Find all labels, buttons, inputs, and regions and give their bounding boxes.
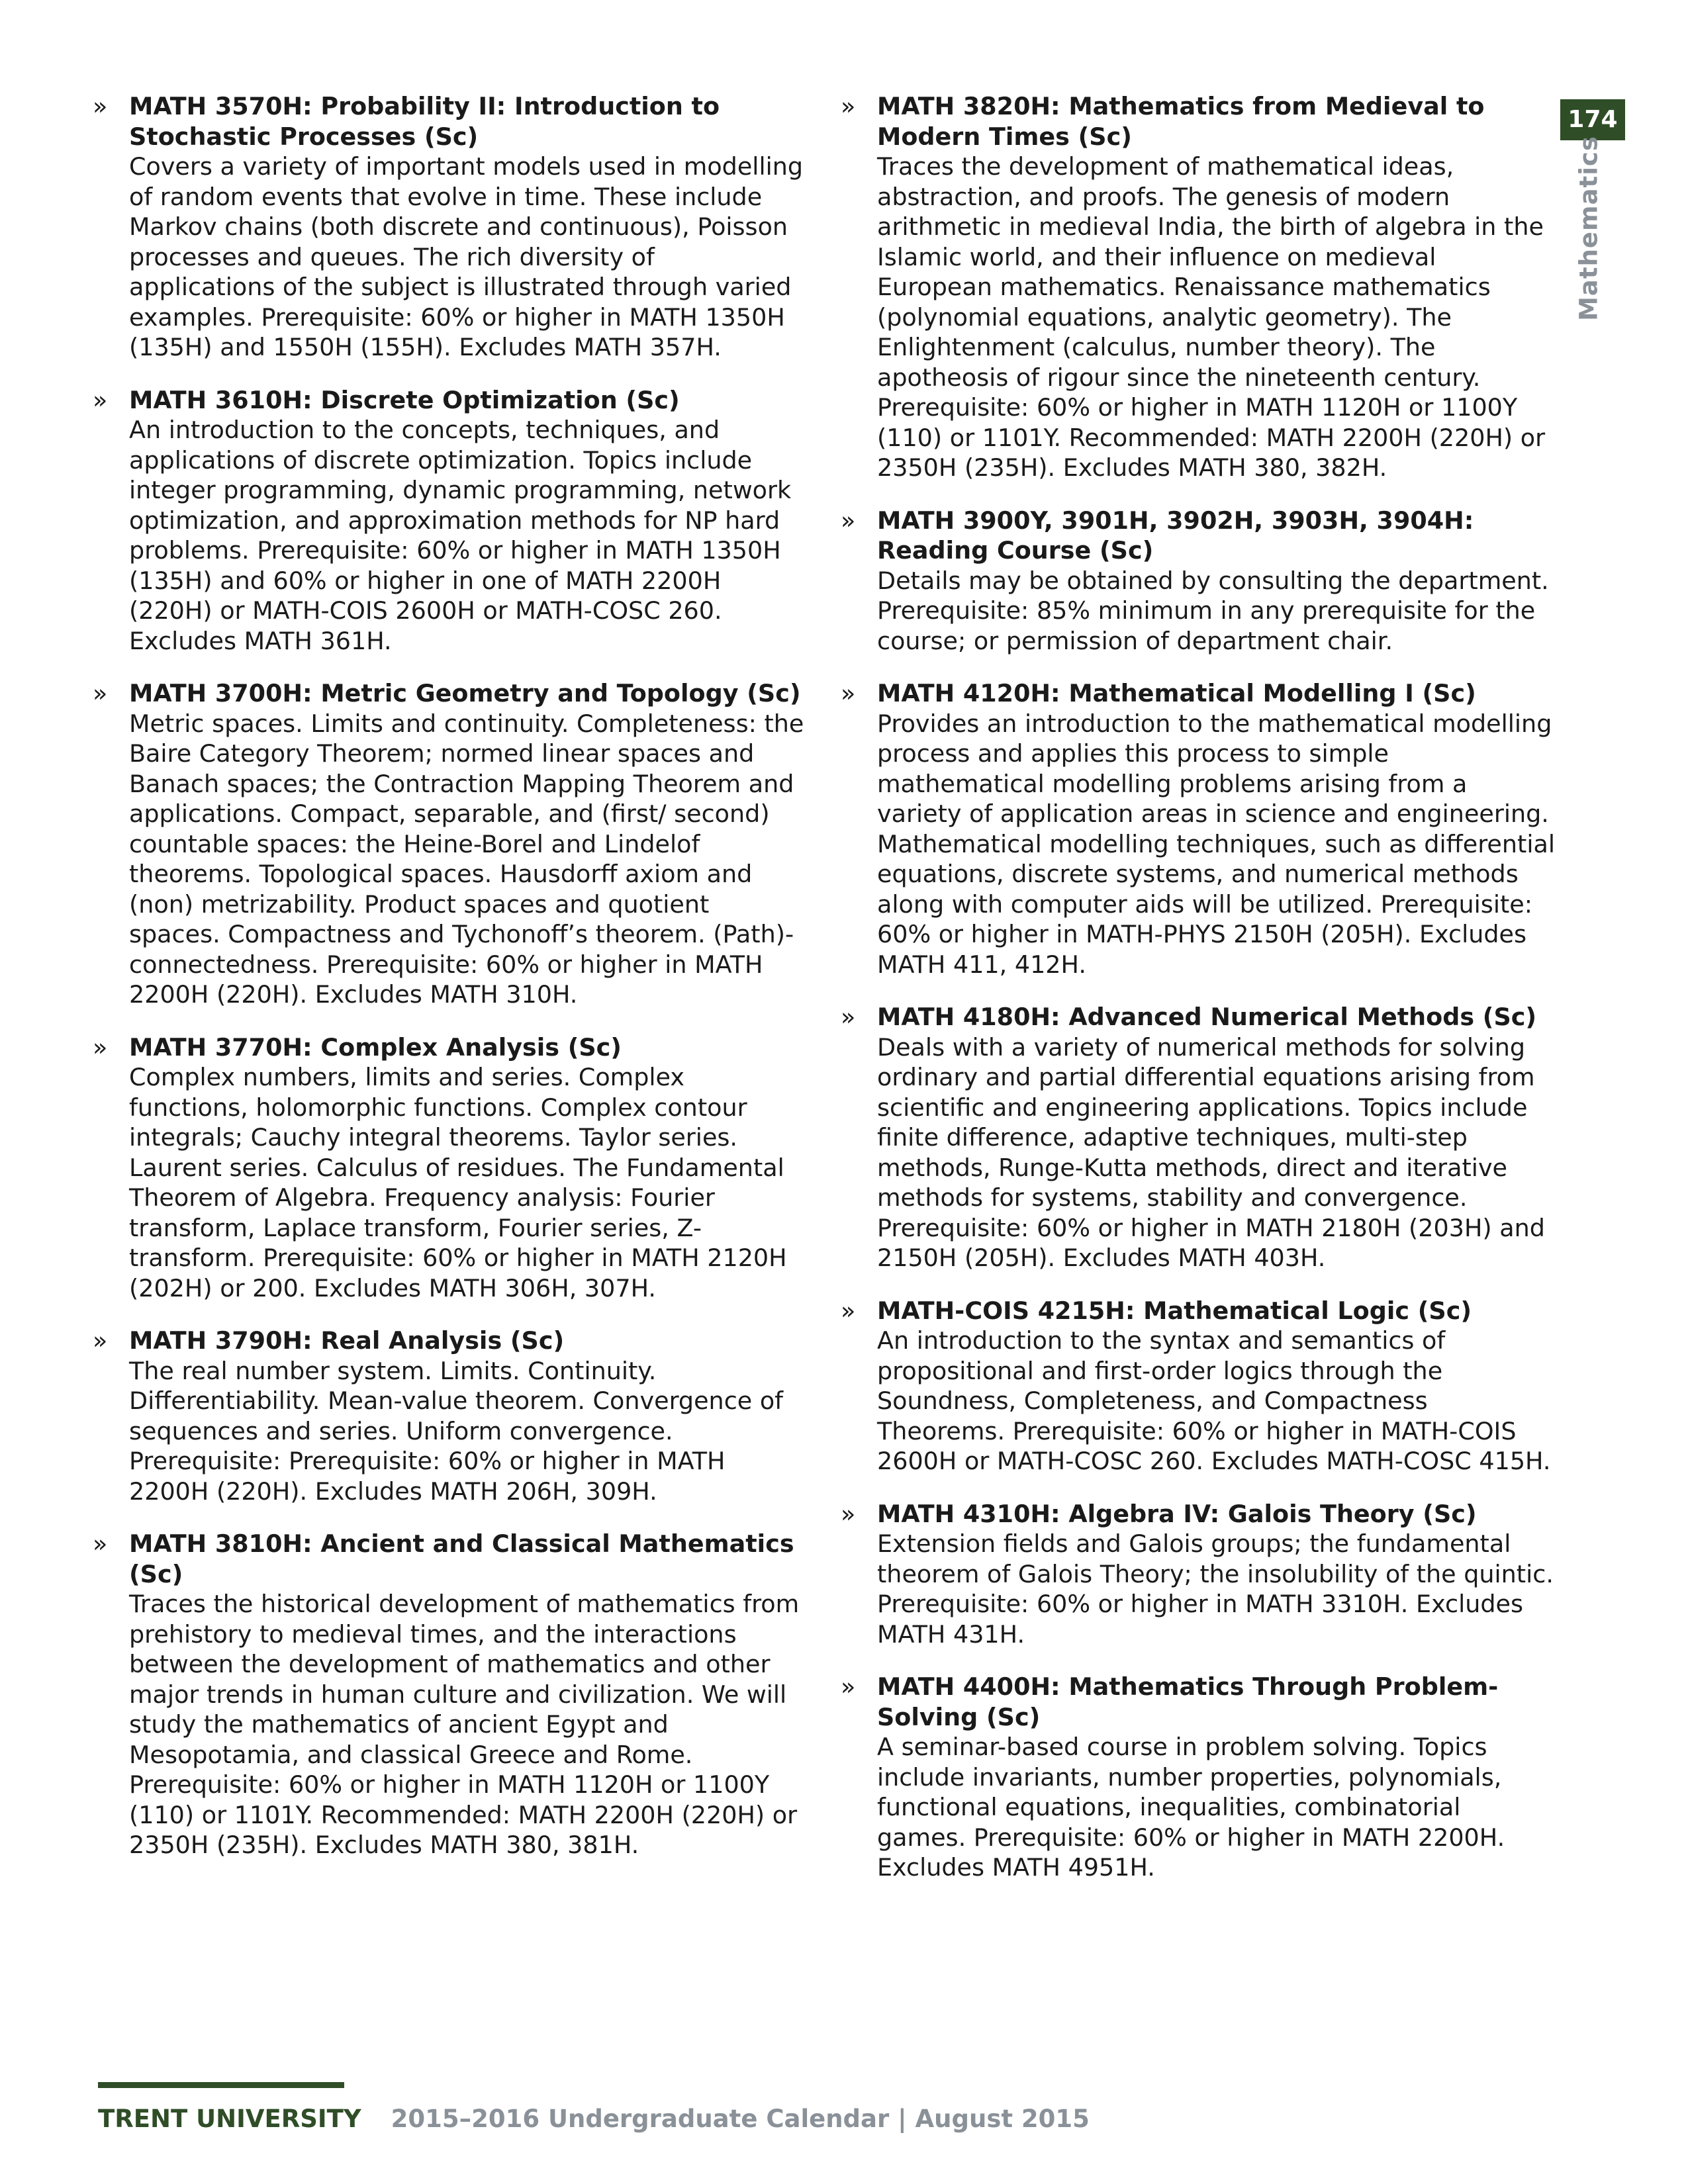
bullet: » xyxy=(93,92,108,120)
course-entry xyxy=(841,678,1556,979)
bullet: » xyxy=(841,1499,856,1528)
bullet: » xyxy=(841,1003,856,1031)
course-title: MATH 4310H: Algebra IV: Galois Theory (Sc) xyxy=(877,1499,1477,1528)
course-description: An introduction to the concepts, techniques, and applications of discrete optimization. Topics include integer programming, dynamic programming, network optimization, and approximation methods for NP hard problems. Prerequisite: 60% or higher in MATH 1350H (135H) and 60% or higher in one of MATH 2200H (220H) or MATH-COIS 2600H or MATH-COSC 260. Excludes MATH 361H. xyxy=(129,416,792,655)
course-title: MATH-COIS 4215H: Mathematical Logic (Sc) xyxy=(877,1296,1472,1325)
course-title: MATH 3610H: Discrete Optimization (Sc) xyxy=(129,385,680,414)
course-entry xyxy=(841,1296,1556,1477)
course-title: MATH 3790H: Real Analysis (Sc) xyxy=(129,1326,565,1355)
bullet: » xyxy=(93,1032,108,1062)
footer-rule xyxy=(98,2082,344,2088)
course-description: An introduction to the syntax and semantics of propositional and first-order logics through the Soundness, Completeness, and Compactness Theorems. Prerequisite: 60% or higher in MATH-COIS 2600H or MATH-COSC 260. Excludes MATH-COSC 415H. xyxy=(877,1326,1551,1475)
course-description: A seminar-based course in problem solving. Topics include invariants, number properties, polynomials, functional equations, inequalities, combinatorial games. Prerequisite: 60% or higher in MATH 2200H. Excludes MATH 4951H. xyxy=(877,1733,1505,1882)
course-entry xyxy=(93,678,808,1010)
course-title: MATH 3900Y, 3901H, 3902H, 3903H, 3904H: Reading Course (Sc) xyxy=(877,506,1474,565)
course-entry xyxy=(93,1529,808,1860)
course-entry xyxy=(93,1326,808,1506)
bullet: » xyxy=(93,1326,108,1355)
footer-university: TRENT UNIVERSITY xyxy=(98,2105,361,2133)
bullet: » xyxy=(841,679,856,707)
left-column xyxy=(93,91,808,1883)
course-title: MATH 3700H: Metric Geometry and Topology (Sc) xyxy=(129,679,801,707)
course-entry xyxy=(841,506,1556,657)
course-entry xyxy=(841,91,1556,483)
course-description: Deals with a variety of numerical methods for solving ordinary and partial differential equations arising from scientific and engineering applications. Topics include finite difference, adaptive techniques, multi-step methods, Runge-Kutta methods, direct and iterative methods for systems, stability and convergence. Prerequisite: 60% or higher in MATH 2180H (203H) and 2150H (205H). Excludes MATH 403H. xyxy=(877,1032,1545,1272)
course-description: Extension fields and Galois groups; the fundamental theorem of Galois Theory; the insolubility of the quintic. Prerequisite: 60% or higher in MATH 3310H. Excludes MATH 431H. xyxy=(877,1529,1554,1649)
bullet: » xyxy=(841,1296,856,1325)
course-entry xyxy=(93,91,808,363)
course-title: MATH 3570H: Probability II: Introduction to Stochastic Processes (Sc) xyxy=(129,92,720,151)
course-entry xyxy=(93,1032,808,1304)
course-description: Traces the historical development of mathematics from prehistory to medieval times, and the interactions between the development of mathematics and other major trends in human culture and civilization. We will study the mathematics of ancient Egypt and Mesopotamia, and classical Greece and Rome. Prerequisite: 60% or higher in MATH 1120H or 1100Y (110) or 1101Y. Recommended: MATH 2200H (220H) or 2350H (235H). Excludes MATH 380, 381H. xyxy=(129,1590,800,1859)
course-entry xyxy=(841,1672,1556,1883)
section-label: Mathematics xyxy=(1574,136,1603,321)
course-title: MATH 4120H: Mathematical Modelling I (Sc) xyxy=(877,679,1476,707)
course-title: MATH 3810H: Ancient and Classical Mathematics (Sc) xyxy=(129,1529,794,1588)
course-description: Metric spaces. Limits and continuity. Completeness: the Baire Category Theorem; normed linear spaces and Banach spaces; the Contraction Mapping Theorem and applications. Compact, separable, and (first/ second) countable spaces: the Heine-Borel and Lindelof theorems. Topological spaces. Hausdorff axiom and (non) metrizability. Product spaces and quotient spaces. Compactness and Tychonoff’s theorem. (Path)-connectedness. Prerequisite: 60% or higher in MATH 2200H (220H). Excludes MATH 310H. xyxy=(129,709,804,1009)
course-title: MATH 3820H: Mathematics from Medieval to Modern Times (Sc) xyxy=(877,92,1485,151)
course-entry xyxy=(93,385,808,657)
course-description: Details may be obtained by consulting the department. Prerequisite: 85% minimum in any prerequisite for the course; or permission of department chair. xyxy=(877,566,1549,655)
course-description: The real number system. Limits. Continuity. Differentiability. Mean-value theorem. Convergence of sequences and series. Uniform convergence. Prerequisite: Prerequisite: 60% or higher in MATH 2200H (220H). Excludes MATH 206H, 309H. xyxy=(129,1356,783,1506)
course-description: Traces the development of mathematical ideas, abstraction, and proofs. The genesis of modern arithmetic in medieval India, the birth of algebra in the Islamic world, and their influence on medieval European mathematics. Renaissance mathematics (polynomial equations, analytic geometry). The Enlightenment (calculus, number theory). The apotheosis of rigour since the nineteenth century. Prerequisite: 60% or higher in MATH 1120H or 1100Y (110) or 1101Y. Recommended: MATH 2200H (220H) or 2350H (235H). Excludes MATH 380, 382H. xyxy=(877,152,1546,482)
bullet: » xyxy=(93,385,108,414)
course-title: MATH 4180H: Advanced Numerical Methods (Sc) xyxy=(877,1003,1537,1031)
course-description: Covers a variety of important models used in modelling of random events that evolve in time. These include Markov chains (both discrete and continuous), Poisson processes and queues. The rich diversity of applications of the subject is illustrated through varied examples. Prerequisite: 60% or higher in MATH 1350H (135H) and 1550H (155H). Excludes MATH 357H. xyxy=(129,152,804,361)
course-entry xyxy=(841,1002,1556,1273)
course-title: MATH 3770H: Complex Analysis (Sc) xyxy=(129,1032,622,1062)
course-title: MATH 4400H: Mathematics Through Problem-Solving (Sc) xyxy=(877,1672,1499,1731)
bullet: » xyxy=(841,506,856,535)
bullet: » xyxy=(93,1529,108,1558)
page-number-badge: 174 xyxy=(1560,99,1625,140)
course-description: Complex numbers, limits and series. Complex functions, holomorphic functions. Complex contour integrals; Cauchy integral theorems. Taylor series. Laurent series. Calculus of residues. The Fundamental Theorem of Algebra. Frequency analysis: Fourier transform, Laplace transform, Fourier series, Z-transform. Prerequisite: 60% or higher in MATH 2120H (202H) or 200. Excludes MATH 306H, 307H. xyxy=(129,1063,787,1302)
right-column xyxy=(841,91,1556,1905)
bullet: » xyxy=(93,679,108,707)
course-entry xyxy=(841,1499,1556,1650)
footer xyxy=(98,2105,1090,2133)
course-description: Provides an introduction to the mathematical modelling process and applies this process to simple mathematical modelling problems arising from a variety of application areas in science and engineering. Mathematical modelling techniques, such as differential equations, discrete systems, and numerical methods along with computer aids will be utilized. Prerequisite: 60% or higher in MATH-PHYS 2150H (205H). Excludes MATH 411, 412H. xyxy=(877,709,1555,979)
bullet: » xyxy=(841,1672,856,1701)
footer-calendar: 2015–2016 Undergraduate Calendar | August 2015 xyxy=(391,2105,1090,2133)
bullet: » xyxy=(841,92,856,120)
